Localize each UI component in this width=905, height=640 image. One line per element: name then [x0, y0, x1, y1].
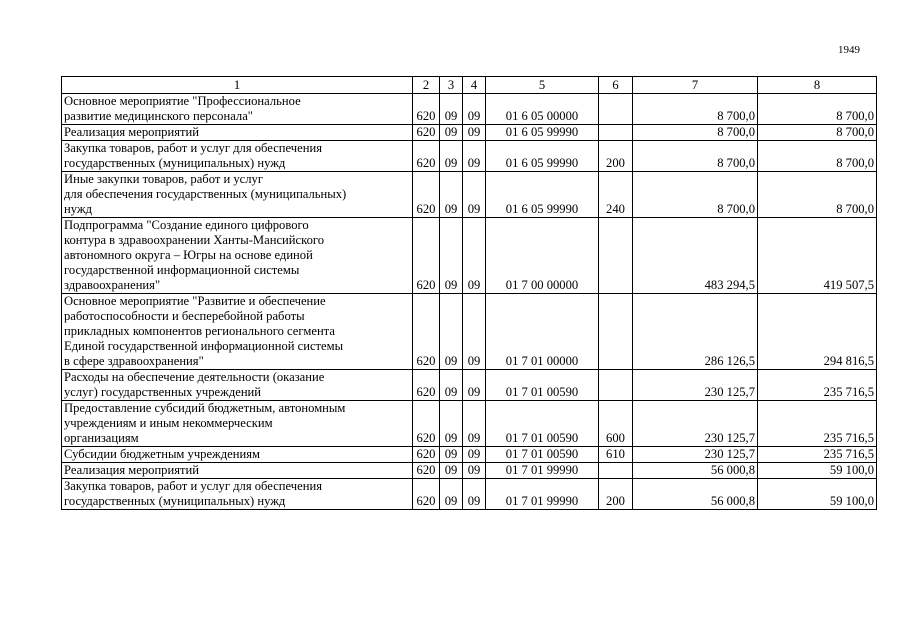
table-row [62, 447, 877, 463]
item-name-line: Основное мероприятие "Профессиональное [64, 94, 301, 108]
item-name-line: государственных (муниципальных) нужд [64, 494, 286, 508]
item-name-line: услуг) государственных учреждений [64, 385, 262, 399]
item-name-line: нужд [64, 202, 92, 216]
code-subsection-cell: 09 [463, 94, 486, 125]
amount-col7-cell: 56 000,8 [633, 463, 758, 479]
table-row [62, 370, 877, 401]
budget-table [61, 76, 877, 510]
code-ministry-cell: 620 [413, 125, 440, 141]
code-ministry-cell: 620 [413, 94, 440, 125]
expense-type-cell: 610 [599, 447, 633, 463]
code-section-cell: 09 [440, 94, 463, 125]
amount-col8-cell: 8 700,0 [758, 125, 877, 141]
expense-type-cell [599, 370, 633, 401]
target-article-cell: 01 7 01 99990 [486, 463, 599, 479]
amount-col8-cell: 8 700,0 [758, 94, 877, 125]
amount-col8-cell: 235 716,5 [758, 370, 877, 401]
item-name-line: Субсидии бюджетным учреждениям [64, 447, 260, 461]
table-row [62, 125, 877, 141]
table-row [62, 172, 877, 218]
header-cell-6: 6 [599, 77, 633, 94]
code-section-cell: 09 [440, 141, 463, 172]
item-name-line: Расходы на обеспечение деятельности (оказание [64, 370, 325, 384]
target-article-cell: 01 7 00 00000 [486, 218, 599, 294]
code-section-cell: 09 [440, 463, 463, 479]
item-name-line: Реализация мероприятий [64, 125, 199, 139]
amount-col7-cell: 8 700,0 [633, 125, 758, 141]
item-name-line: контура в здравоохранении Ханты-Мансийского [64, 233, 325, 247]
expense-type-cell: 200 [599, 141, 633, 172]
code-ministry-cell: 620 [413, 141, 440, 172]
code-section-cell: 09 [440, 172, 463, 218]
item-name-line: в сфере здравоохранения" [64, 354, 204, 368]
item-name-line: работоспособности и бесперебойной работы [64, 309, 305, 323]
header-cell-2: 2 [413, 77, 440, 94]
amount-col7-cell: 230 125,7 [633, 401, 758, 447]
expense-type-cell [599, 463, 633, 479]
code-subsection-cell: 09 [463, 172, 486, 218]
target-article-cell: 01 6 05 99990 [486, 125, 599, 141]
item-name-line: автономного округа – Югры на основе единой [64, 248, 313, 262]
amount-col8-cell: 235 716,5 [758, 401, 877, 447]
item-name-line: Предоставление субсидий бюджетным, автономным [64, 401, 346, 415]
item-name-line: организациям [64, 431, 139, 445]
header-cell-1: 1 [62, 77, 413, 94]
item-name-cell [62, 294, 413, 370]
item-name-cell [62, 447, 413, 463]
target-article-cell: 01 7 01 99990 [486, 479, 599, 510]
code-ministry-cell: 620 [413, 370, 440, 401]
item-name-cell [62, 141, 413, 172]
item-name-line: Единой государственной информационной системы [64, 339, 344, 353]
item-name-line: Основное мероприятие "Развитие и обеспечение [64, 294, 326, 308]
amount-col8-cell: 8 700,0 [758, 172, 877, 218]
target-article-cell: 01 7 01 00000 [486, 294, 599, 370]
expense-type-cell: 240 [599, 172, 633, 218]
code-ministry-cell: 620 [413, 294, 440, 370]
expense-type-cell [599, 125, 633, 141]
amount-col7-cell: 230 125,7 [633, 447, 758, 463]
item-name-cell [62, 218, 413, 294]
code-section-cell: 09 [440, 479, 463, 510]
expense-type-cell: 600 [599, 401, 633, 447]
expense-type-cell [599, 218, 633, 294]
amount-col7-cell: 483 294,5 [633, 218, 758, 294]
code-ministry-cell: 620 [413, 401, 440, 447]
code-subsection-cell: 09 [463, 370, 486, 401]
target-article-cell: 01 7 01 00590 [486, 370, 599, 401]
item-name-cell [62, 463, 413, 479]
item-name-line: для обеспечения государственных (муниципальных) [64, 187, 347, 201]
code-section-cell: 09 [440, 447, 463, 463]
header-cell-8: 8 [758, 77, 877, 94]
item-name-cell [62, 172, 413, 218]
code-subsection-cell: 09 [463, 218, 486, 294]
amount-col8-cell: 59 100,0 [758, 463, 877, 479]
expense-type-cell [599, 94, 633, 125]
target-article-cell: 01 6 05 00000 [486, 94, 599, 125]
target-article-cell: 01 7 01 00590 [486, 447, 599, 463]
item-name-line: Подпрограмма "Создание единого цифрового [64, 218, 309, 232]
code-section-cell: 09 [440, 125, 463, 141]
target-article-cell: 01 6 05 99990 [486, 172, 599, 218]
amount-col7-cell: 230 125,7 [633, 370, 758, 401]
item-name-line: прикладных компонентов регионального сегмента [64, 324, 335, 338]
item-name-line: Закупка товаров, работ и услуг для обеспечения [64, 479, 323, 493]
code-section-cell: 09 [440, 218, 463, 294]
item-name-line: здравоохранения" [64, 278, 161, 292]
target-article-cell: 01 6 05 99990 [486, 141, 599, 172]
code-subsection-cell: 09 [463, 141, 486, 172]
code-subsection-cell: 09 [463, 463, 486, 479]
amount-col7-cell: 56 000,8 [633, 479, 758, 510]
code-subsection-cell: 09 [463, 479, 486, 510]
amount-col8-cell: 8 700,0 [758, 141, 877, 172]
code-section-cell: 09 [440, 294, 463, 370]
table-row [62, 479, 877, 510]
code-subsection-cell: 09 [463, 294, 486, 370]
amount-col8-cell: 59 100,0 [758, 479, 877, 510]
header-cell-5: 5 [486, 77, 599, 94]
item-name-line: Иные закупки товаров, работ и услуг [64, 172, 264, 186]
page-number: 1949 [838, 44, 860, 56]
table-body [62, 94, 877, 510]
table-row [62, 294, 877, 370]
target-article-cell: 01 7 01 00590 [486, 401, 599, 447]
item-name-cell [62, 401, 413, 447]
header-cell-7: 7 [633, 77, 758, 94]
header-cell-3: 3 [440, 77, 463, 94]
table-row [62, 141, 877, 172]
header-row [62, 77, 877, 94]
amount-col8-cell: 419 507,5 [758, 218, 877, 294]
header-cell-4: 4 [463, 77, 486, 94]
amount-col7-cell: 8 700,0 [633, 172, 758, 218]
item-name-line: Закупка товаров, работ и услуг для обеспечения [64, 141, 323, 155]
expense-type-cell: 200 [599, 479, 633, 510]
amount-col7-cell: 8 700,0 [633, 141, 758, 172]
item-name-cell [62, 370, 413, 401]
code-subsection-cell: 09 [463, 401, 486, 447]
code-ministry-cell: 620 [413, 479, 440, 510]
expense-type-cell [599, 294, 633, 370]
code-ministry-cell: 620 [413, 447, 440, 463]
amount-col8-cell: 294 816,5 [758, 294, 877, 370]
item-name-line: государственных (муниципальных) нужд [64, 156, 286, 170]
code-section-cell: 09 [440, 401, 463, 447]
code-subsection-cell: 09 [463, 125, 486, 141]
amount-col7-cell: 286 126,5 [633, 294, 758, 370]
item-name-line: Реализация мероприятий [64, 463, 199, 477]
table-row [62, 463, 877, 479]
table-row [62, 218, 877, 294]
amount-col8-cell: 235 716,5 [758, 447, 877, 463]
item-name-cell [62, 479, 413, 510]
code-section-cell: 09 [440, 370, 463, 401]
code-ministry-cell: 620 [413, 463, 440, 479]
item-name-line: развитие медицинского персонала" [64, 109, 253, 123]
item-name-cell [62, 94, 413, 125]
item-name-line: учреждениям и иным некоммерческим [64, 416, 273, 430]
item-name-line: государственной информационной системы [64, 263, 300, 277]
item-name-cell [62, 125, 413, 141]
table-row [62, 94, 877, 125]
code-ministry-cell: 620 [413, 218, 440, 294]
code-ministry-cell: 620 [413, 172, 440, 218]
code-subsection-cell: 09 [463, 447, 486, 463]
amount-col7-cell: 8 700,0 [633, 94, 758, 125]
table-row [62, 401, 877, 447]
